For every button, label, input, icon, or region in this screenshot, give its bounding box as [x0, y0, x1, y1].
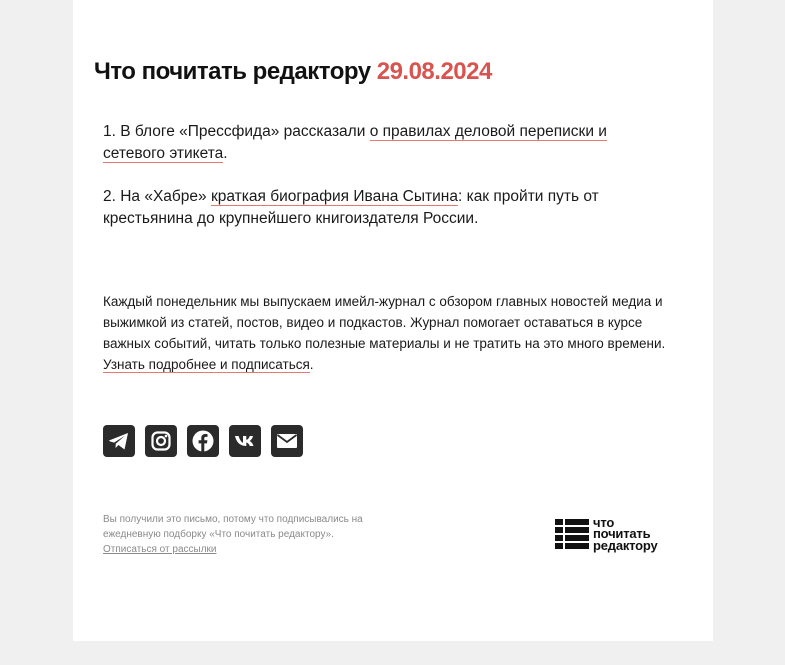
newsletter-description: [103, 291, 693, 375]
vk-icon[interactable]: [229, 425, 261, 457]
logo-line: редактору: [593, 537, 658, 553]
telegram-icon[interactable]: [103, 425, 135, 457]
logo-wordmark: [593, 514, 658, 553]
logo-line: почитать: [593, 526, 651, 542]
about-text: Каждый понедельник мы выпускаем имейл-журнал с обзором главных новостей медиа и выжимкой из статей, постов, видео и подкастов. Журнал помогает оставаться в курсе важных событий, читать только полезные материалы и не тратить на это много времени.: [103, 294, 666, 351]
email-icon[interactable]: [271, 425, 303, 457]
brand-logo: [555, 514, 685, 554]
item-text: 1. В блоге «Прессфида» рассказали: [103, 123, 370, 140]
logo-bars-icon: [555, 517, 589, 551]
email-card: [73, 0, 713, 641]
item-suffix: : как пройти путь от крестьянина до крупнейшего книгоиздателя России.: [103, 188, 599, 227]
article-link-business-correspondence[interactable]: о правилах деловой переписки и сетевого этикета: [103, 123, 607, 162]
item-text: 2. На «Хабре»: [103, 188, 211, 205]
title-text: Что почитать редактору: [94, 58, 371, 85]
social-links: [103, 425, 303, 457]
footer-reason: Вы получили это письмо, потому что подписывались на ежедневную подборку «Что почитать редактору».: [103, 514, 363, 540]
instagram-icon[interactable]: [145, 425, 177, 457]
list-item: [103, 186, 623, 230]
list-item: [103, 121, 623, 165]
footer-note: [103, 512, 393, 557]
unsubscribe-link[interactable]: Отписаться от рассылки: [103, 544, 217, 555]
about-suffix: .: [309, 357, 314, 372]
page-title: [94, 58, 492, 86]
subscribe-link[interactable]: Узнать подробнее и подписаться: [103, 357, 310, 372]
logo-line: что: [593, 514, 615, 530]
facebook-icon[interactable]: [187, 425, 219, 457]
article-link-sytin-biography[interactable]: краткая биография Ивана Сытина: [210, 188, 458, 205]
item-suffix: .: [223, 145, 228, 162]
issue-date: 29.08.2024: [376, 58, 492, 85]
